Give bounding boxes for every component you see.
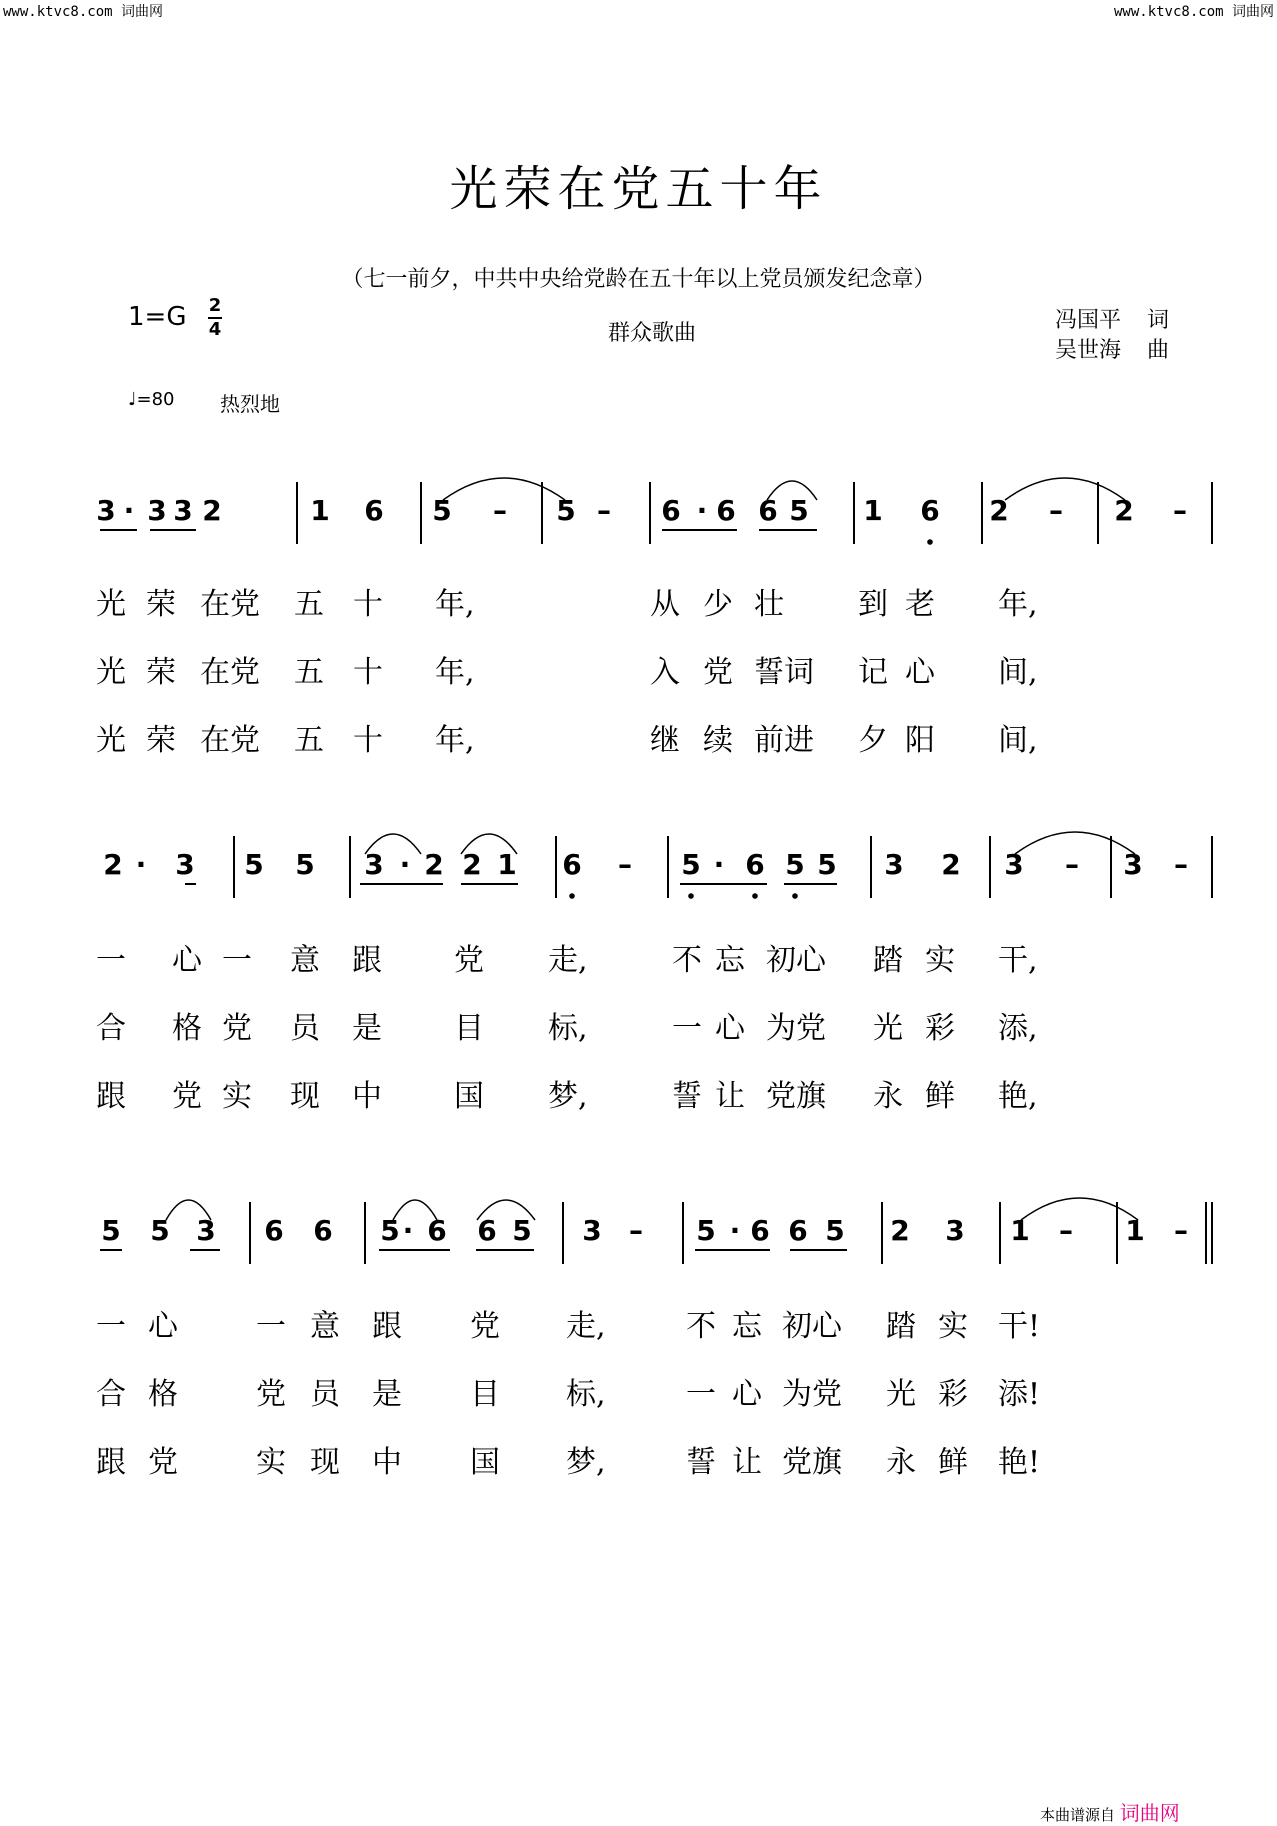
footer-source: [1040, 1797, 1180, 1826]
note: –: [1059, 1214, 1073, 1247]
octave-dot: [927, 539, 933, 545]
lyric-word: 初心: [766, 943, 826, 978]
octave-dot: [569, 893, 575, 899]
note: 2: [462, 848, 482, 881]
lyric-word: 现: [310, 1445, 340, 1480]
note: 3: [175, 848, 195, 881]
note: 3: [582, 1214, 602, 1247]
lyric-word: 梦,: [548, 1079, 588, 1114]
note: 5: [380, 1214, 400, 1247]
lyric-word: 跟: [96, 1079, 126, 1114]
lyric-word: 踏: [873, 943, 903, 978]
time-signature-bottom: 4: [208, 319, 222, 340]
note: 2: [1114, 494, 1134, 527]
system-1: [96, 478, 1212, 545]
note: 1: [863, 494, 883, 527]
note: 5: [512, 1214, 532, 1247]
lyric-word: 年,: [435, 655, 475, 690]
note: 6: [920, 494, 940, 527]
note: –: [618, 848, 632, 881]
lyric-word: 不: [672, 943, 702, 978]
lyric-word: 心: [172, 943, 202, 978]
note: 6: [477, 1214, 497, 1247]
slur: [1021, 1198, 1138, 1220]
note: –: [1173, 494, 1187, 527]
note: 2: [424, 848, 444, 881]
note: ·: [696, 494, 708, 527]
lyric-word: 艳!: [998, 1445, 1041, 1480]
note: 1: [1125, 1214, 1145, 1247]
song-title: 光荣在党五十年: [449, 161, 828, 217]
lyric-word: 党: [703, 655, 733, 690]
octave-dot: [688, 893, 694, 899]
note: 6: [745, 848, 765, 881]
lyric-word: 员: [310, 1377, 340, 1412]
lyric-word: 少: [703, 587, 733, 622]
lyric-word: 意: [290, 943, 320, 978]
note: 5: [785, 848, 805, 881]
lyric-word: 十: [353, 723, 383, 758]
lyric-word: 五: [294, 587, 324, 622]
note: 3: [945, 1214, 965, 1247]
tempo-expression: 热烈地: [220, 392, 280, 416]
note: 3: [147, 494, 167, 527]
note: 1: [497, 848, 517, 881]
lyric-word: 合: [96, 1377, 126, 1412]
lyric-role: 词: [1147, 308, 1170, 333]
lyric-word: 初心: [782, 1309, 842, 1344]
lyric-word: 十: [353, 587, 383, 622]
lyric-word: 跟: [352, 943, 382, 978]
lyric-word: 到: [858, 587, 888, 622]
key-signature: 1=G: [128, 302, 187, 332]
system-2: [103, 832, 1212, 899]
lyric-word: 记: [858, 655, 888, 690]
note: 6: [562, 848, 582, 881]
octave-dot: [752, 893, 758, 899]
footer-text: 本曲谱源自: [1040, 1806, 1116, 1824]
lyric-word: 一: [96, 1309, 126, 1344]
lyric-word: 十: [353, 655, 383, 690]
lyric-word: 艳,: [998, 1079, 1038, 1114]
lyric-word: 心: [905, 655, 935, 690]
lyric-word: 党旗: [766, 1079, 826, 1114]
note: –: [1049, 494, 1063, 527]
lyric-word: 光: [886, 1377, 916, 1412]
note: 3: [96, 494, 116, 527]
lyric-word: 年,: [435, 723, 475, 758]
footer-brand: 词曲网: [1119, 1801, 1180, 1825]
lyric-word: 间,: [998, 723, 1038, 758]
lyric-word: 一: [686, 1377, 716, 1412]
lyric-word: 是: [372, 1377, 402, 1412]
note: ·: [123, 494, 135, 527]
lyric-word: 党: [470, 1309, 500, 1344]
lyric-word: 党: [172, 1079, 202, 1114]
note: 2: [103, 848, 123, 881]
lyric-word: 壮: [754, 587, 784, 622]
lyric-word: 阳: [905, 723, 935, 758]
watermark-site: 词曲网: [1232, 4, 1274, 20]
lyric-word: 国: [454, 1079, 484, 1114]
lyric-word: 不: [686, 1309, 716, 1344]
lyric-word: 心: [148, 1309, 178, 1344]
note: –: [1174, 848, 1188, 881]
composer: 吴世海: [1055, 338, 1122, 363]
lyric-word: 荣: [146, 723, 176, 758]
lyric-word: 光: [96, 655, 126, 690]
note: ·: [135, 848, 147, 881]
watermark-url: www.ktvc8.com: [1113, 4, 1224, 20]
lyric-word: 党: [454, 943, 484, 978]
music-role: 曲: [1147, 338, 1170, 363]
lyric-word: 荣: [146, 655, 176, 690]
lyric-word: 让: [732, 1445, 762, 1480]
note: 5: [101, 1214, 121, 1247]
octave-dot: [792, 893, 798, 899]
lyric-word: 现: [290, 1079, 320, 1114]
lyric-word: 国: [470, 1445, 500, 1480]
lyric-word: 实: [925, 943, 955, 978]
note: 6: [716, 494, 736, 527]
lyric-word: 光: [873, 1011, 903, 1046]
lyric-word: 年,: [998, 587, 1038, 622]
lyric-word: 誓: [686, 1445, 716, 1480]
lyric-word: 荣: [146, 587, 176, 622]
lyric-word: 继: [650, 723, 680, 758]
lyric-word: 合: [96, 1011, 126, 1046]
lyric-word: 彩: [925, 1011, 955, 1046]
note: –: [1065, 848, 1079, 881]
note: ·: [399, 848, 411, 881]
note: 3: [1123, 848, 1143, 881]
lyric-word: 在党: [200, 655, 260, 690]
lyric-word: 格: [148, 1377, 178, 1412]
note: 3: [196, 1214, 216, 1247]
lyric-word: 五: [294, 723, 324, 758]
time-signature-top: 2: [208, 295, 222, 316]
lyric-word: 干,: [998, 943, 1038, 978]
note: 6: [788, 1214, 808, 1247]
watermark-site: 词曲网: [121, 4, 164, 20]
lyric-word: 鲜: [925, 1079, 955, 1114]
lyric-word: 走,: [548, 943, 588, 978]
note: 6: [661, 494, 681, 527]
lyric-word: 彩: [938, 1377, 968, 1412]
lyric-word: 为党: [782, 1377, 842, 1412]
lyric-word: 年,: [435, 587, 475, 622]
lyric-word: 光: [96, 587, 126, 622]
note: 6: [758, 494, 778, 527]
lyric-word: 誓: [672, 1079, 702, 1114]
lyric-word: 格: [172, 1011, 202, 1046]
lyric-word: 一: [222, 943, 252, 978]
lyric-word: 心: [715, 1011, 745, 1046]
lyric-word: 忘: [715, 943, 745, 978]
slur: [1005, 478, 1125, 500]
lyric-word: 一: [256, 1309, 286, 1344]
note: 3: [884, 848, 904, 881]
note: 2: [941, 848, 961, 881]
lyric-word: 心: [732, 1377, 762, 1412]
lyric-word: 中: [352, 1079, 382, 1114]
lyric-word: 在党: [200, 723, 260, 758]
lyric-word: 一: [672, 1011, 702, 1046]
note: 5: [556, 494, 576, 527]
note: 5: [696, 1214, 716, 1247]
note: 5: [150, 1214, 170, 1247]
tempo-mark: ♩=80: [128, 389, 175, 410]
lyric-word: 实: [222, 1079, 252, 1114]
lyric-word: 间,: [998, 655, 1038, 690]
note: 2: [989, 494, 1009, 527]
note: 3: [364, 848, 384, 881]
lyric-word: 鲜: [938, 1445, 968, 1480]
lyric-word: 永: [873, 1079, 903, 1114]
lyric-word: 前进: [754, 723, 814, 758]
lyric-word: 目: [454, 1011, 484, 1046]
note: 5: [825, 1214, 845, 1247]
lyric-word: 党: [256, 1377, 286, 1412]
lyric-word: 老: [905, 587, 935, 622]
note: 2: [890, 1214, 910, 1247]
lyricist: 冯国平: [1055, 308, 1122, 333]
lyric-word: 意: [310, 1309, 340, 1344]
lyric-word: 从: [650, 587, 680, 622]
lyric-word: 踏: [886, 1309, 916, 1344]
lyric-word: 添,: [998, 1011, 1038, 1046]
note: 5: [681, 848, 701, 881]
note: 6: [427, 1214, 447, 1247]
note: 3: [173, 494, 193, 527]
note: –: [1174, 1214, 1188, 1247]
lyric-word: 忘: [732, 1309, 762, 1344]
note: 1: [310, 494, 330, 527]
lyric-word: 党: [148, 1445, 178, 1480]
note: 5: [789, 494, 809, 527]
lyric-word: 是: [352, 1011, 382, 1046]
lyric-word: 党旗: [782, 1445, 842, 1480]
note: 5: [244, 848, 264, 881]
song-subtitle: （七一前夕，中共中央给党龄在五十年以上党员颁发纪念章）: [341, 267, 936, 292]
lyric-word: 一: [96, 943, 126, 978]
lyric-word: 员: [290, 1011, 320, 1046]
note: ·: [713, 848, 725, 881]
lyric-word: 走,: [566, 1309, 606, 1344]
lyric-word: 干!: [998, 1309, 1041, 1344]
lyric-word: 梦,: [566, 1445, 606, 1480]
note: 5: [817, 848, 837, 881]
system-3: [100, 1198, 1212, 1264]
note: 5: [432, 494, 452, 527]
note: –: [493, 494, 507, 527]
lyric-word: 实: [938, 1309, 968, 1344]
lyric-word: 入: [650, 655, 680, 690]
lyric-word: 续: [703, 723, 733, 758]
note: –: [629, 1214, 643, 1247]
watermark-url: www.ktvc8.com: [3, 4, 113, 20]
lyric-word: 誓词: [754, 655, 814, 690]
note: 6: [264, 1214, 284, 1247]
lyric-word: 添!: [998, 1377, 1041, 1412]
note: 1: [1010, 1214, 1030, 1247]
lyric-word: 实: [256, 1445, 286, 1480]
lyric-word: 在党: [200, 587, 260, 622]
note: 6: [750, 1214, 770, 1247]
lyric-word: 党: [222, 1011, 252, 1046]
lyric-word: 中: [372, 1445, 402, 1480]
lyric-word: 为党: [766, 1011, 826, 1046]
lyric-word: 夕: [858, 723, 888, 758]
note: 6: [313, 1214, 333, 1247]
note: 6: [364, 494, 384, 527]
lyric-word: 跟: [372, 1309, 402, 1344]
lyric-word: 标,: [548, 1011, 588, 1046]
note: ·: [729, 1214, 741, 1247]
lyric-word: 五: [294, 655, 324, 690]
note: ·: [402, 1214, 414, 1247]
genre-label: 群众歌曲: [608, 321, 697, 346]
note: 3: [1004, 848, 1024, 881]
lyric-word: 永: [886, 1445, 916, 1480]
note: 2: [202, 494, 222, 527]
lyric-word: 让: [715, 1079, 745, 1114]
lyric-word: 目: [470, 1377, 500, 1412]
note: –: [597, 494, 611, 527]
note: 5: [295, 848, 315, 881]
lyric-word: 标,: [566, 1377, 606, 1412]
lyric-word: 光: [96, 723, 126, 758]
lyric-word: 跟: [96, 1445, 126, 1480]
